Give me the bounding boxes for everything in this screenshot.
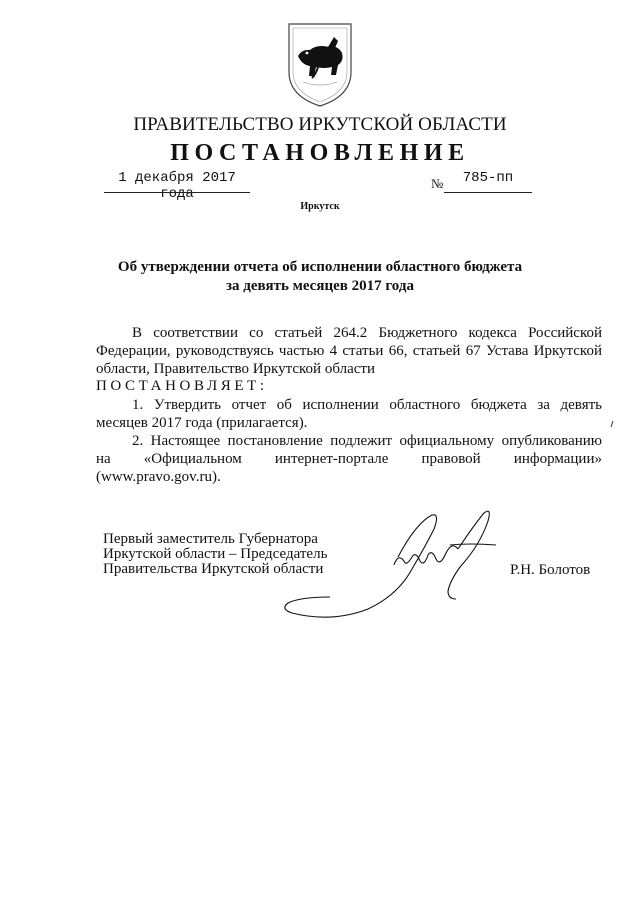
government-name: ПРАВИТЕЛЬСТВО ИРКУТСКОЙ ОБЛАСТИ — [133, 114, 507, 135]
number-underline — [444, 192, 532, 193]
handwritten-signature — [270, 505, 510, 620]
date-underline — [104, 192, 250, 193]
heading-line-2: за девять месяцев 2017 года — [226, 278, 414, 294]
document-date: 1 декабря 2017 года — [118, 170, 236, 202]
signatory-name: Р.Н. Болотов — [510, 562, 591, 578]
clause-2: 2. Настоящее постановление подлежит официальному опубликованию на «Официальном интернет-портале правовой информации» (www.pravo.gov.ru). — [96, 433, 602, 485]
coat-of-arms-emblem — [283, 20, 357, 108]
heading-line-1: Об утверждении отчета об исполнении областного бюджета — [117, 259, 523, 275]
number-sign: № — [431, 176, 444, 191]
city-name: Иркутск — [300, 201, 340, 212]
position-line-2: Иркутской области – Председатель — [103, 546, 328, 562]
stray-mark — [609, 420, 615, 428]
position-line-1: Первый заместитель Губернатора — [103, 531, 318, 547]
document-number: 785-пп — [462, 170, 514, 186]
clause-1: 1. Утвердить отчет об исполнении областного бюджета за девять месяцев 2017 года (прилагается). — [96, 397, 602, 431]
resolve-word: ПОСТАНОВЛЯЕТ: — [96, 378, 268, 394]
preamble-paragraph: В соответствии со статьей 264.2 Бюджетного кодекса Российской Федерации, руководствуясь частью 4 статьи 66, статьей 67 Устава Иркутской области, Правительство Иркутской области — [96, 325, 602, 377]
document-type-title: ПОСТАНОВЛЕНИЕ — [170, 140, 470, 166]
document-heading — [100, 258, 540, 296]
position-line-3: Правительства Иркутской области — [103, 561, 324, 577]
